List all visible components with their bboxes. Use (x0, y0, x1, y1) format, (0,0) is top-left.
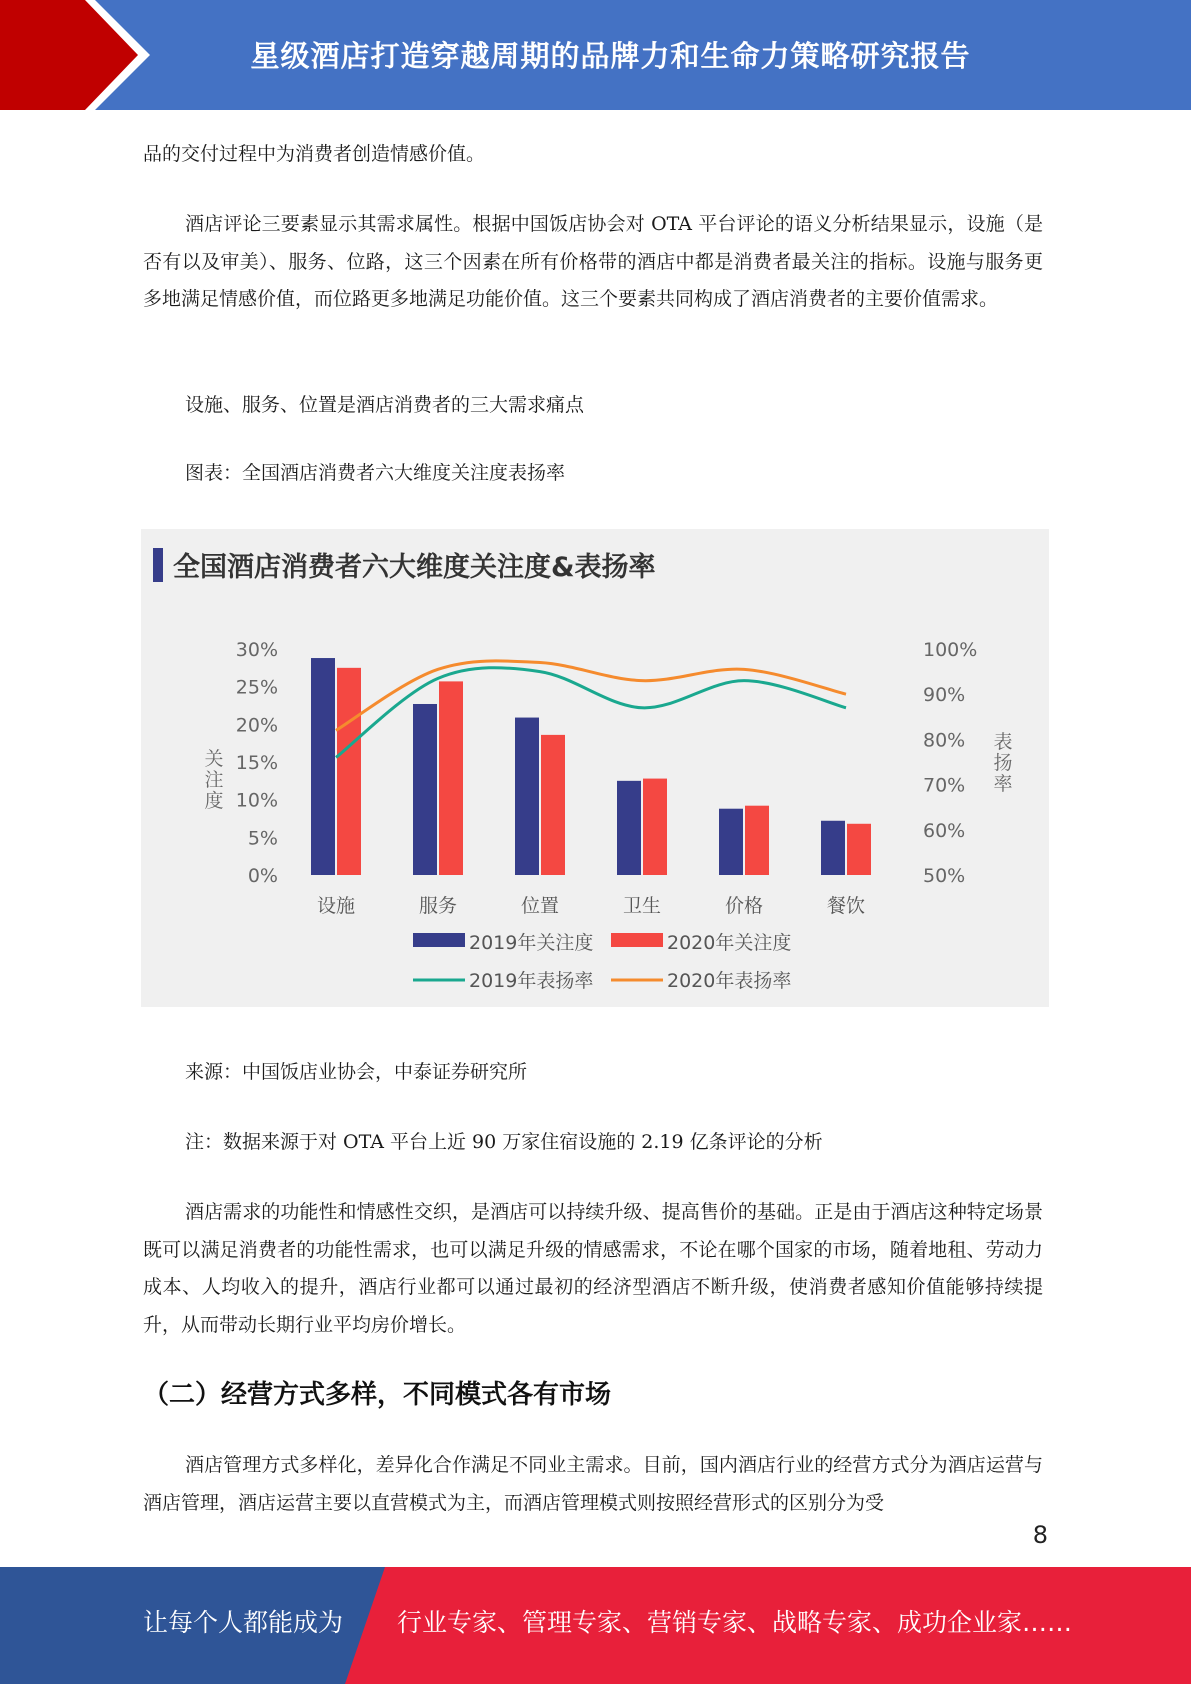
bar-2019-attention (311, 658, 335, 875)
y-tick-label: 15% (235, 752, 278, 774)
y2-tick-label: 60% (923, 819, 966, 842)
x-tick-label: 餐饮 (826, 895, 866, 917)
title-accent-bar (153, 548, 163, 582)
y2-axis-label-char: 表 (993, 731, 1013, 753)
report-title: 星级酒店打造穿越周期的品牌力和生命力策略研究报告 (250, 38, 971, 73)
bar-2019-attention (413, 704, 437, 875)
y-tick-label: 20% (235, 714, 278, 737)
paragraph-management: 酒店管理方式多样化，差异化合作满足不同业主需求。目前，国内酒店行业的经营方式分为酒店运营与酒店管理，酒店运营主要以直营模式为主，而酒店管理模式则按照经营形式的区别分为受 (143, 1454, 1043, 1514)
bar-2020-attention (643, 779, 667, 875)
bar-2020-attention (745, 806, 769, 875)
y2-tick-label: 50% (923, 865, 966, 887)
y2-tick-label: 90% (923, 684, 966, 707)
legend-label: 2019年表扬率 (469, 970, 594, 992)
y-tick-label: 25% (235, 676, 278, 699)
y-tick-label: 30% (235, 639, 278, 661)
source-note: 来源：中国饭店业协会，中泰证券研究所 (185, 1061, 528, 1083)
bar-2019-attention (821, 821, 845, 875)
bar-2019-attention (617, 781, 641, 875)
x-tick-label: 服务 (418, 895, 458, 917)
bar-2020-attention (439, 681, 463, 875)
y2-tick-label: 70% (923, 774, 966, 797)
legend-label: 2020年表扬率 (667, 970, 792, 992)
legend-swatch-bar (413, 933, 465, 947)
bar-2019-attention (515, 718, 539, 875)
page-footer (0, 1567, 1191, 1684)
chart-figure (141, 529, 1049, 1007)
footer-slogan-right: 行业专家、管理专家、营销专家、战略专家、成功企业家…… (397, 1608, 1073, 1637)
chevron-decoration (0, 0, 160, 110)
y2-axis-label-char: 率 (993, 773, 1013, 795)
chart-caption: 图表：全国酒店消费者六大维度关注度表扬率 (185, 462, 566, 484)
x-tick-label: 价格 (724, 895, 764, 917)
page-header (0, 0, 1191, 110)
paragraph-demand: 酒店需求的功能性和情感性交织，是酒店可以持续升级、提高售价的基础。正是由于酒店这种特定场景既可以满足消费者的功能性需求，也可以满足升级的情感需求，不论在哪个国家的市场，随着地租、劳动力成本、人均收入的提升，酒店行业都可以通过最初的经济型酒店不断升级，使消费者感知价值能够持续提升，从而带动长期行业平均房价增长。 (143, 1201, 1043, 1336)
section-heading: （二）经营方式多样，不同模式各有市场 (143, 1380, 612, 1410)
bar-2019-attention (719, 809, 743, 875)
y2-tick-label: 100% (923, 639, 978, 661)
line-2020-praise-rate (336, 661, 846, 730)
y-axis-label-char: 注 (204, 769, 224, 791)
legend-label: 2019年关注度 (469, 932, 594, 954)
x-tick-label: 卫生 (622, 895, 662, 917)
data-note: 注：数据来源于对 OTA 平台上近 90 万家住宿设施的 2.19 亿条评论的分析 (185, 1131, 823, 1153)
y-tick-label: 10% (235, 789, 278, 812)
y-axis-label-char: 度 (204, 790, 224, 812)
paragraph-review-factors: 酒店评论三要素显示其需求属性。根据中国饭店协会对 OTA 平台评论的语义分析结果显示，设施（是否有以及审美）、服务、位路，这三个因素在所有价格带的酒店中都是消费者最关注的指标。设施与服务更多地满足情感价值，而位路更多地满足功能价值。这三个要素共同构成了酒店消费者的主要价值需求。 (143, 213, 1043, 310)
bar-2020-attention (337, 668, 361, 875)
y2-axis-label-char: 扬 (993, 752, 1013, 774)
bar-2020-attention (541, 735, 565, 875)
x-tick-label: 设施 (316, 895, 356, 917)
y-tick-label: 5% (247, 827, 278, 850)
x-tick-label: 位置 (520, 895, 560, 917)
y-tick-label: 0% (247, 865, 278, 887)
chart-title: 全国酒店消费者六大维度关注度&表扬率 (173, 552, 656, 583)
page-number: 8 (1032, 1521, 1048, 1549)
paragraph-intro: 品的交付过程中为消费者创造情感价值。 (143, 143, 486, 165)
text-pain-points: 设施、服务、位置是酒店消费者的三大需求痛点 (185, 394, 585, 416)
footer-slogan-left: 让每个人都能成为 (143, 1608, 344, 1637)
bar-2020-attention (847, 824, 871, 875)
y2-tick-label: 80% (923, 729, 966, 752)
legend-swatch-bar (611, 933, 663, 947)
legend-label: 2020年关注度 (667, 932, 792, 954)
y-axis-label-char: 关 (204, 748, 224, 770)
chart-svg (141, 529, 1049, 1007)
